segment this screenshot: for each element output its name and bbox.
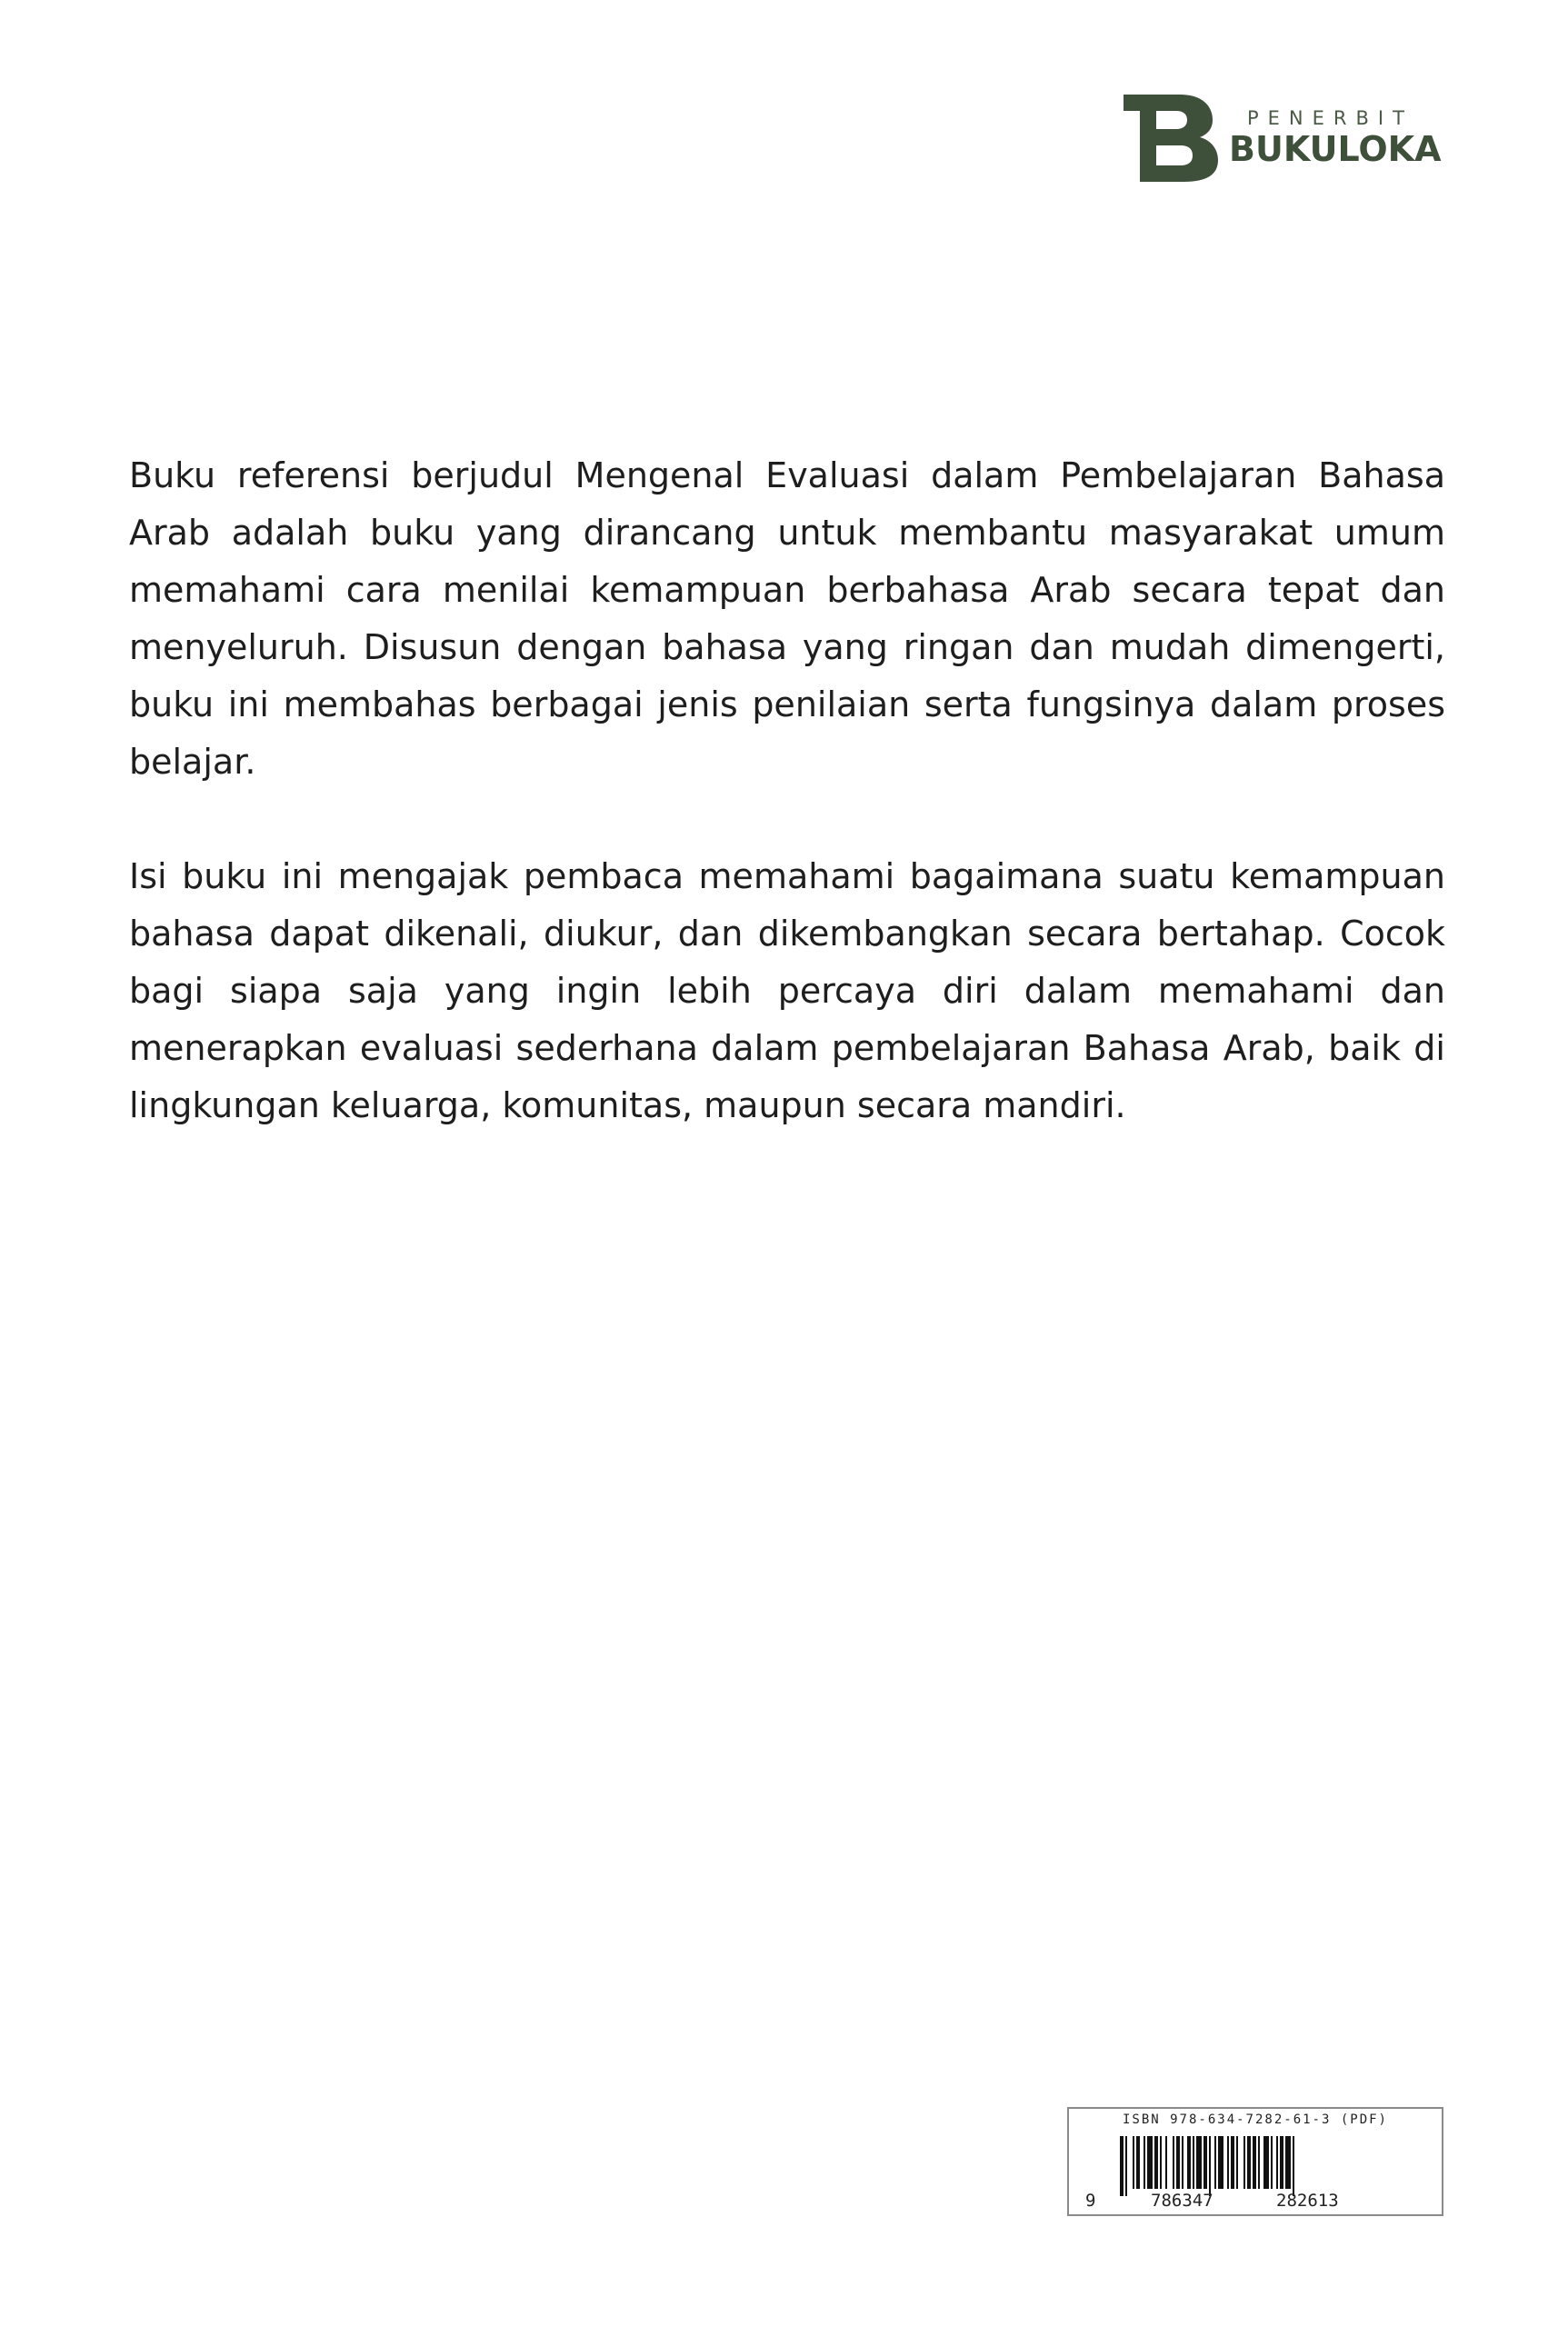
barcode-bar bbox=[1187, 2136, 1191, 2189]
barcode-bar bbox=[1285, 2136, 1291, 2189]
barcode-bar bbox=[1231, 2136, 1234, 2189]
barcode-bar bbox=[1203, 2136, 1207, 2189]
barcode-bar bbox=[1154, 2136, 1158, 2189]
publisher-logo bbox=[1124, 95, 1451, 182]
barcode-bar bbox=[1227, 2136, 1229, 2189]
barcode-bar bbox=[1243, 2136, 1245, 2189]
barcode-bar bbox=[1258, 2136, 1260, 2189]
barcode-bar bbox=[1253, 2136, 1256, 2189]
barcode-bar bbox=[1165, 2136, 1167, 2189]
synopsis-paragraph-2: Isi buku ini mengajak pembaca memahami bagaimana suatu kemampuan bahasa dapat dikenali, diukur, dan dikembangkan secara bertahap. Cocok bagi siapa saja yang ingin lebih percaya diri dalam memahami dan menerapkan evaluasi sederhana dalam pembelajaran Bahasa Arab, baik di lingkungan keluarga, komunitas, maupun secara mandiri. bbox=[129, 856, 1445, 1125]
barcode-left-digits: 786347 bbox=[1151, 2191, 1213, 2211]
barcode-bar bbox=[1218, 2136, 1223, 2189]
barcode-bar bbox=[1263, 2136, 1269, 2189]
book-synopsis bbox=[129, 447, 1445, 1192]
barcode-bar bbox=[1176, 2136, 1180, 2189]
barcode-bar bbox=[1144, 2136, 1145, 2189]
barcode-bar bbox=[1147, 2136, 1153, 2189]
barcode-bar bbox=[1247, 2136, 1251, 2189]
barcode-bar bbox=[1136, 2136, 1140, 2189]
barcode-bar bbox=[1182, 2136, 1183, 2189]
barcode-bars-icon bbox=[1114, 2136, 1387, 2196]
isbn-label: ISBN 978-634-7282-61-3 (PDF) bbox=[1122, 2112, 1388, 2127]
barcode-right-digits: 282613 bbox=[1276, 2191, 1339, 2211]
bukuloka-b-logo-icon bbox=[1124, 95, 1218, 182]
publisher-label: PENERBIT bbox=[1247, 107, 1413, 129]
barcode-bar bbox=[1125, 2136, 1127, 2196]
barcode-bar bbox=[1236, 2136, 1238, 2189]
barcode-bar bbox=[1271, 2136, 1273, 2189]
synopsis-paragraph-1: Buku referensi berjudul Mengenal Evaluasi dalam Pembelajaran Bahasa Arab adalah buku yang dirancang untuk membantu masyarakat umum memahami cara menilai kemampuan berbahasa Arab secara tepat dan menyeluruh. Disusun dengan bahasa yang ringan dan mudah dimengerti, buku ini membahas berbagai jenis penilaian serta fungsinya dalam proses belajar. bbox=[129, 455, 1445, 782]
barcode-bar bbox=[1214, 2136, 1216, 2189]
barcode-bar bbox=[1120, 2136, 1124, 2196]
isbn-barcode bbox=[1067, 2107, 1443, 2216]
barcode-lead-digit: 9 bbox=[1085, 2191, 1096, 2211]
barcode-bar bbox=[1133, 2136, 1134, 2189]
barcode-bar bbox=[1193, 2136, 1194, 2189]
barcode-bar bbox=[1209, 2136, 1211, 2196]
barcode-bar bbox=[1276, 2136, 1278, 2189]
barcode-bar bbox=[1280, 2136, 1283, 2189]
barcode-bar bbox=[1160, 2136, 1162, 2189]
barcode-bar bbox=[1173, 2136, 1174, 2189]
barcode-bar bbox=[1293, 2136, 1294, 2196]
publisher-name: BUKULOKA bbox=[1229, 129, 1442, 169]
barcode-bar bbox=[1196, 2136, 1202, 2189]
